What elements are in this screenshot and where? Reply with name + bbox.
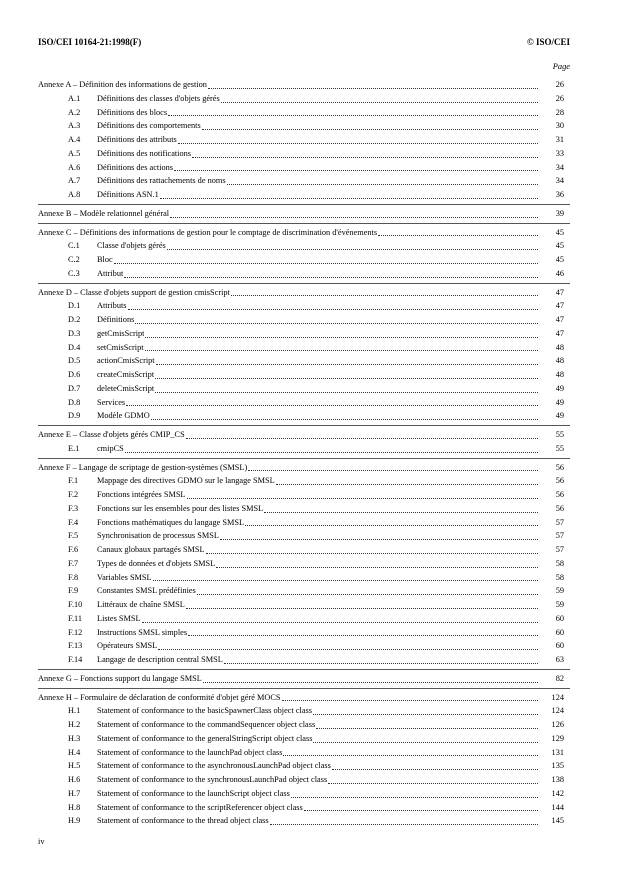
toc-subentry[interactable] — [38, 612, 570, 626]
toc-page-number: 46 — [555, 268, 564, 278]
toc-subentry-number: A.6 — [68, 162, 81, 172]
toc-subentry[interactable] — [38, 188, 570, 202]
toc-subentry[interactable] — [38, 502, 570, 516]
dot-leader — [270, 824, 538, 825]
toc-page-number: 45 — [555, 255, 564, 264]
toc-annex-title: Annexe C – Définitions des informations de gestion pour le comptage de discrimination d'événements — [38, 227, 378, 237]
toc-section — [38, 669, 570, 686]
toc-page-number: 59 — [555, 586, 564, 596]
toc-subentry[interactable] — [38, 313, 570, 327]
toc-subentry-number: D.4 — [68, 342, 81, 352]
toc-page-number: 56 — [555, 490, 564, 499]
dot-leader — [216, 567, 538, 568]
toc-subentry-number: D.9 — [68, 411, 81, 421]
toc-subentry-number: D.6 — [68, 370, 81, 379]
dot-leader — [220, 539, 538, 540]
toc-subentry[interactable] — [38, 382, 570, 396]
toc-page-number: 145 — [551, 816, 564, 826]
toc-subentry-title: getCmisScript — [97, 328, 145, 338]
toc-page-number: 47 — [555, 328, 564, 338]
toc-subentry-number: F.3 — [68, 503, 79, 513]
toc-subentry-title: Langage de description central SMSL — [97, 655, 223, 664]
toc-subentry-number: F.1 — [68, 476, 79, 486]
dot-leader — [378, 235, 538, 236]
toc-subentry[interactable] — [38, 746, 570, 760]
toc-subentry[interactable] — [38, 718, 570, 732]
dot-leader — [145, 350, 538, 351]
toc-section — [38, 204, 570, 221]
toc-subentry-title: Statement of conformance to the commandSequencer object class — [97, 720, 316, 729]
toc-page-number: 47 — [555, 301, 564, 311]
toc-subentry-title: Listes SMSL — [97, 613, 141, 623]
toc-annex-title: Annexe D – Classe d'objets support de gestion cmisScript — [38, 287, 230, 297]
toc-subentry-number: F.13 — [68, 641, 83, 651]
dot-leader — [248, 470, 538, 471]
toc-subentry-title: Statement of conformance to the thread object class — [97, 816, 269, 826]
toc-page-number: 55 — [555, 430, 564, 439]
toc-subentry[interactable] — [38, 267, 570, 281]
toc-annex-entry[interactable] — [38, 78, 570, 92]
toc-subentry-number: F.6 — [68, 545, 79, 554]
toc-subentry[interactable] — [38, 442, 570, 456]
toc-subentry-number: E.1 — [68, 443, 80, 453]
dot-leader — [203, 682, 538, 683]
toc-subentry-number: H.9 — [68, 816, 81, 826]
dot-leader — [126, 405, 538, 406]
toc-subentry[interactable] — [38, 516, 570, 530]
dot-leader — [125, 452, 538, 453]
toc-subentry-number: D.2 — [68, 315, 81, 324]
toc-subentry-number: D.3 — [68, 328, 81, 338]
toc-subentry-title: Attribut — [97, 268, 124, 278]
toc-annex-title: Annexe E – Classe d'objets gérés CMIP_CS — [38, 430, 185, 439]
toc-subentry-number: F.9 — [68, 586, 79, 596]
toc-page-number: 57 — [555, 545, 564, 554]
toc-subentry[interactable] — [38, 639, 570, 653]
toc-subentry-title: Variables SMSL — [97, 572, 152, 582]
toc-subentry[interactable] — [38, 174, 570, 188]
toc-page-number: 135 — [551, 761, 564, 771]
toc-page-number: 56 — [555, 503, 564, 513]
toc-subentry-title: Statement of conformance to the generalStringScript object class — [97, 733, 313, 743]
toc-page-number: 55 — [555, 443, 564, 453]
toc-subentry-title: actionCmisScript — [97, 356, 155, 366]
toc-subentry[interactable] — [38, 106, 570, 120]
toc-page-number: 47 — [555, 287, 564, 297]
toc-subentry[interactable] — [38, 571, 570, 585]
toc-page-number: 49 — [555, 383, 564, 393]
toc-page-number: 57 — [555, 531, 564, 541]
toc-subentry-number: D.5 — [68, 356, 81, 366]
dot-leader — [332, 769, 538, 770]
toc-page-number: 56 — [555, 476, 564, 486]
toc-subentry-title: Statement of conformance to the launchScript object class — [97, 788, 290, 798]
dot-leader — [167, 249, 538, 250]
toc-subentry[interactable] — [38, 161, 570, 175]
dot-leader — [245, 525, 538, 526]
toc-subentry-title: Définitions des classes d'objets gérés — [97, 93, 220, 103]
toc-subentry-title: Statement of conformance to the scriptReferencer object class — [97, 802, 303, 812]
dot-leader — [192, 157, 538, 158]
dot-leader — [186, 438, 538, 439]
toc-subentry-number: C.2 — [68, 255, 80, 264]
toc-subentry-title: cmipCS — [97, 443, 124, 453]
toc-subentry-title: Synchronisation de processus SMSL — [97, 531, 219, 541]
toc-subentry-number: F.14 — [68, 655, 83, 664]
toc-subentry-title: Mappage des directives GDMO sur le langage SMSL — [97, 476, 275, 486]
toc-subentry-number: D.7 — [68, 383, 81, 393]
dot-leader — [264, 512, 538, 513]
toc-page-number: 49 — [555, 397, 564, 407]
toc-page-number: 45 — [555, 241, 564, 251]
toc-subentry-title: Services — [97, 397, 126, 407]
dot-leader — [142, 622, 538, 623]
toc-section — [38, 688, 570, 829]
toc-subentry[interactable] — [38, 732, 570, 746]
toc-annex-entry[interactable] — [38, 461, 570, 475]
toc-page-number: 30 — [555, 121, 564, 131]
dot-leader — [304, 810, 538, 811]
toc-annex-title: Annexe F – Langage de scriptage de gestion-systèmes (SMSL) — [38, 462, 248, 472]
toc-subentry-number: H.2 — [68, 720, 81, 729]
toc-subentry-title: deleteCmisScript — [97, 383, 155, 393]
dot-leader — [221, 102, 538, 103]
toc-page-number: 142 — [551, 788, 564, 798]
dot-leader — [151, 419, 538, 420]
toc-subentry-title: Bloc — [97, 255, 113, 264]
dot-leader — [283, 755, 538, 756]
toc-page-number: 58 — [555, 558, 564, 568]
toc-subentry[interactable] — [38, 368, 570, 382]
toc-subentry-number: A.8 — [68, 190, 81, 199]
toc-page-number: 59 — [555, 600, 564, 609]
toc-page-number: 56 — [555, 462, 564, 472]
toc-subentry-title: Littéraux de chaîne SMSL — [97, 600, 185, 609]
toc-subentry[interactable] — [38, 488, 570, 502]
toc-page-number: 60 — [555, 613, 564, 623]
dot-leader — [328, 783, 538, 784]
toc-section — [38, 283, 570, 424]
toc-subentry[interactable] — [38, 119, 570, 133]
toc-subentry[interactable] — [38, 133, 570, 147]
dot-leader — [178, 143, 538, 144]
toc-page-number: 26 — [555, 80, 564, 89]
toc-subentry[interactable] — [38, 396, 570, 410]
dot-leader — [174, 170, 538, 171]
toc-page-number: 124 — [551, 692, 564, 702]
dot-leader — [168, 115, 538, 116]
toc-page-number: 126 — [551, 720, 564, 729]
toc-subentry[interactable] — [38, 239, 570, 253]
toc-subentry-number: H.3 — [68, 733, 81, 743]
toc-subentry[interactable] — [38, 598, 570, 612]
dot-leader — [227, 184, 538, 185]
dot-leader — [197, 594, 538, 595]
toc-subentry-title: Fonctions mathématiques du langage SMSL — [97, 517, 245, 527]
copyright-notice: © ISO/CEI — [527, 37, 570, 47]
page-column-label: Page — [552, 62, 570, 71]
toc-subentry-title: Définitions — [97, 315, 135, 324]
dot-leader — [282, 700, 539, 701]
toc-subentry-title: Définitions ASN.1 — [97, 190, 159, 199]
toc-page-number: 124 — [551, 706, 564, 716]
toc-subentry-number: A.4 — [68, 135, 81, 144]
toc-subentry[interactable] — [38, 409, 570, 423]
dot-leader — [202, 129, 538, 130]
toc-subentry-title: Définitions des notifications — [97, 148, 192, 158]
toc-page-number: 144 — [551, 802, 564, 812]
dot-leader — [153, 580, 538, 581]
toc-subentry-title: Statement of conformance to the launchPad object class — [97, 747, 283, 757]
dot-leader — [170, 217, 538, 218]
toc-subentry-title: Statement of conformance to the asynchronousLaunchPad object class — [97, 761, 331, 771]
toc-annex-entry[interactable] — [38, 691, 570, 705]
toc-subentry[interactable] — [38, 543, 570, 557]
toc-page-number: 34 — [555, 162, 564, 172]
toc-subentry-number: F.4 — [68, 517, 79, 527]
dot-leader — [155, 392, 538, 393]
toc-page-number: 34 — [555, 176, 564, 186]
toc-subentry[interactable] — [38, 354, 570, 368]
toc-page-number: 48 — [555, 356, 564, 366]
toc-annex-entry[interactable] — [38, 226, 570, 240]
toc-subentry-number: D.8 — [68, 397, 81, 407]
toc-page-number: 57 — [555, 517, 564, 527]
toc-subentry[interactable] — [38, 474, 570, 488]
toc-subentry-title: Définitions des attributs — [97, 135, 177, 144]
toc-subentry-number: A.7 — [68, 176, 81, 186]
toc-page-number: 28 — [555, 107, 564, 117]
dot-leader — [160, 198, 538, 199]
toc-annex-entry[interactable] — [38, 428, 570, 442]
toc-page-number: 48 — [555, 342, 564, 352]
toc-section — [38, 223, 570, 281]
toc-subentry-number: H.4 — [68, 747, 81, 757]
toc-subentry-number: F.12 — [68, 627, 83, 637]
toc-subentry[interactable] — [38, 299, 570, 313]
toc-annex-title: Annexe A – Définition des informations de gestion — [38, 80, 207, 89]
dot-leader — [145, 337, 538, 338]
toc-subentry-number: C.1 — [68, 241, 80, 251]
toc-subentry[interactable] — [38, 787, 570, 801]
dot-leader — [316, 728, 538, 729]
toc-subentry-number: H.6 — [68, 775, 81, 784]
dot-leader — [276, 484, 538, 485]
toc-page-number: 48 — [555, 370, 564, 379]
dot-leader — [155, 378, 538, 379]
toc-subentry-number: F.5 — [68, 531, 79, 541]
dot-leader — [313, 714, 538, 715]
toc-subentry-number: A.5 — [68, 148, 81, 158]
dot-leader — [188, 635, 538, 636]
toc-page-number: 26 — [555, 93, 564, 103]
toc-subentry-number: F.2 — [68, 490, 79, 499]
toc-page-number: 63 — [555, 655, 564, 664]
toc-subentry-title: Fonctions sur les ensembles pour des listes SMSL — [97, 503, 264, 513]
toc-subentry[interactable] — [38, 759, 570, 773]
toc-subentry-title: Attributs — [97, 301, 127, 311]
toc-subentry-number: A.1 — [68, 93, 81, 103]
toc-subentry[interactable] — [38, 653, 570, 667]
toc-subentry-number: H.8 — [68, 802, 81, 812]
toc-subentry-number: A.2 — [68, 107, 81, 117]
dot-leader — [114, 263, 538, 264]
toc-subentry-title: Modèle GDMO — [97, 411, 150, 421]
toc-page-number: 47 — [555, 315, 564, 324]
toc-page-number: 33 — [555, 148, 564, 158]
dot-leader — [156, 364, 538, 365]
dot-leader — [124, 277, 538, 278]
toc-page-number: 60 — [555, 641, 564, 651]
toc-subentry-title: Opérateurs SMSL — [97, 641, 158, 651]
dot-leader — [206, 553, 538, 554]
toc-subentry-title: Statement of conformance to the basicSpawnerClass object class — [97, 706, 312, 716]
dot-leader — [208, 88, 538, 89]
toc-subentry-number: H.7 — [68, 788, 81, 798]
toc-section — [38, 425, 570, 456]
toc-page-number: 60 — [555, 627, 564, 637]
toc-page-number: 31 — [555, 135, 564, 144]
toc-subentry-title: Définitions des rattachements de noms — [97, 176, 226, 186]
toc-page-number: 45 — [555, 227, 564, 237]
toc-subentry[interactable] — [38, 814, 570, 828]
toc-page-number: 131 — [551, 747, 564, 757]
toc-subentry[interactable] — [38, 557, 570, 571]
toc-subentry-number: F.11 — [68, 613, 83, 623]
toc-page-number: 129 — [551, 733, 564, 743]
toc-subentry[interactable] — [38, 341, 570, 355]
dot-leader — [224, 663, 538, 664]
toc-subentry-title: Statement of conformance to the synchronousLaunchPad object class — [97, 775, 328, 784]
toc-page-number: 82 — [555, 673, 564, 683]
toc-page-number: 36 — [555, 190, 564, 199]
toc-subentry-number: C.3 — [68, 268, 80, 278]
toc-subentry[interactable] — [38, 147, 570, 161]
dot-leader — [135, 323, 538, 324]
toc-annex-title: Annexe H – Formulaire de déclaration de conformité d'objet géré MOCS — [38, 692, 281, 702]
toc-subentry-number: F.7 — [68, 558, 79, 568]
toc-subentry-title: Types de données et d'objets SMSL — [97, 558, 216, 568]
dot-leader — [313, 742, 538, 743]
toc-subentry-title: Constantes SMSL prédéfinies — [97, 586, 196, 596]
toc-subentry[interactable] — [38, 92, 570, 106]
toc-page-number: 138 — [551, 775, 564, 784]
toc-subentry-title: Définitions des actions — [97, 162, 174, 172]
toc-page-number: 39 — [555, 208, 564, 218]
toc-annex-title: Annexe B – Modèle relationnel général — [38, 208, 170, 218]
table-of-contents — [38, 76, 570, 828]
toc-subentry[interactable] — [38, 584, 570, 598]
dot-leader — [187, 498, 539, 499]
toc-subentry[interactable] — [38, 529, 570, 543]
toc-subentry[interactable] — [38, 773, 570, 787]
dot-leader — [158, 649, 538, 650]
toc-subentry-title: Classe d'objets gérés — [97, 241, 166, 251]
toc-page-number: 58 — [555, 572, 564, 582]
toc-subentry-title: Fonctions intégrées SMSL — [97, 490, 186, 499]
toc-page-number: 49 — [555, 411, 564, 421]
toc-annex-entry[interactable] — [38, 207, 570, 221]
toc-subentry[interactable] — [38, 626, 570, 640]
toc-subentry-number: F.10 — [68, 600, 83, 609]
toc-subentry-number: F.8 — [68, 572, 79, 582]
dot-leader — [231, 295, 538, 296]
toc-section — [38, 458, 570, 667]
dot-leader — [186, 608, 538, 609]
toc-subentry-number: D.1 — [68, 301, 81, 311]
toc-subentry[interactable] — [38, 253, 570, 267]
toc-subentry-number: H.5 — [68, 761, 81, 771]
toc-subentry[interactable] — [38, 801, 570, 815]
page-number: iv — [38, 837, 45, 846]
dot-leader — [291, 797, 538, 798]
toc-subentry-number: H.1 — [68, 706, 81, 716]
toc-subentry-title: Instructions SMSL simples — [97, 627, 188, 637]
toc-annex-entry[interactable] — [38, 672, 570, 686]
toc-subentry[interactable] — [38, 704, 570, 718]
toc-subentry-title: Canaux globaux partagés SMSL — [97, 545, 205, 554]
toc-subentry-title: setCmisScript — [97, 342, 144, 352]
toc-section — [38, 76, 570, 202]
toc-subentry-title: Définitions des blocs — [97, 107, 168, 117]
toc-subentry-number: A.3 — [68, 121, 81, 131]
toc-subentry-title: createCmisScript — [97, 370, 155, 379]
dot-leader — [128, 309, 538, 310]
toc-annex-entry[interactable] — [38, 286, 570, 300]
toc-subentry-title: Définitions des comportements — [97, 121, 201, 131]
document-reference: ISO/CEI 10164-21:1998(F) — [38, 37, 142, 47]
toc-subentry[interactable] — [38, 327, 570, 341]
toc-annex-title: Annexe G – Fonctions support du langage SMSL — [38, 673, 202, 683]
